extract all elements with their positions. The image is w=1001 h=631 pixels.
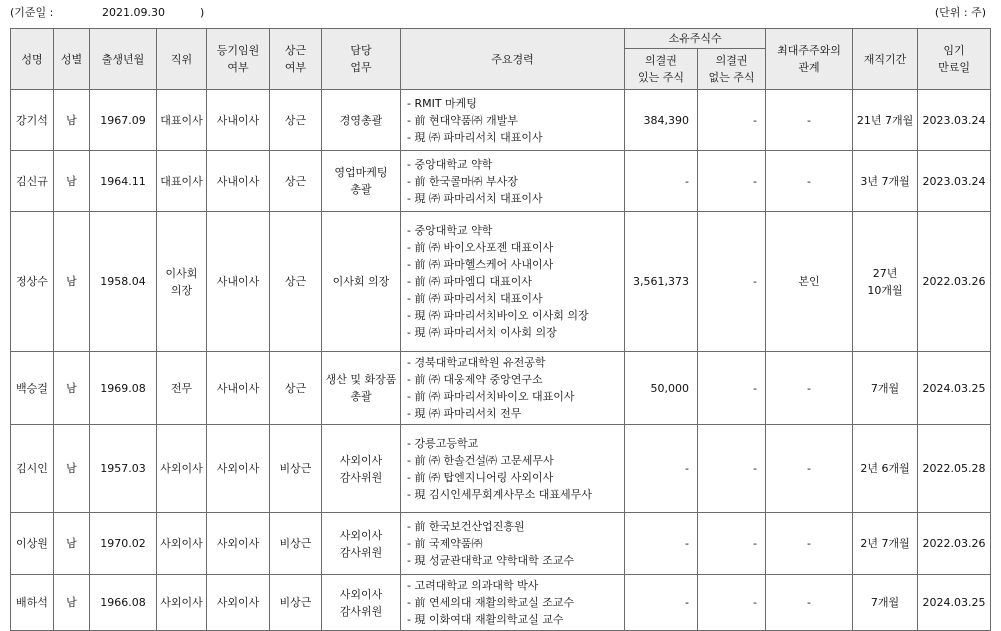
base-date-label: (기준일 : (10, 6, 54, 19)
cell-relation: - (766, 90, 853, 151)
cell-gender: 남 (54, 352, 90, 425)
cell-term: 2023.03.24 (918, 151, 991, 212)
cell-position-line: 사외이사 (160, 462, 203, 475)
cell-tenure: 2년 6개월 (853, 425, 918, 513)
cell-registered: 사외이사 (207, 575, 270, 631)
cell-career-line: - 고려대학교 의과대학 박사 (407, 579, 539, 592)
cell-birth: 1969.08 (90, 352, 157, 425)
cell-career (401, 352, 625, 425)
table-row (11, 212, 991, 352)
cell-duty-line: 사외이사 (339, 453, 383, 467)
cell-name: 백승걸 (11, 352, 54, 425)
cell-career-line: - 前 ㈜ 파마리서치 대표이사 (407, 292, 543, 305)
cell-name: 정상수 (11, 212, 54, 352)
cell-fulltime: 비상근 (270, 425, 322, 513)
cell-voting-shares: 384,390 (625, 90, 698, 151)
col-tenure: 재직기간 (853, 29, 918, 90)
cell-career-line: - 現 ㈜ 파마리서치 전무 (407, 407, 522, 420)
cell-career-line: - 중앙대학교 약학 (407, 224, 493, 237)
cell-career (401, 513, 625, 575)
cell-tenure: 3년 7개월 (853, 151, 918, 212)
cell-position (157, 90, 207, 151)
executive-table (10, 28, 991, 631)
cell-duty (322, 151, 401, 212)
cell-gender: 남 (54, 212, 90, 352)
cell-term: 2023.03.24 (918, 90, 991, 151)
cell-duty-line: 감사위원 (339, 604, 383, 618)
cell-nonvoting-shares: - (698, 425, 766, 513)
cell-term: 2022.03.26 (918, 513, 991, 575)
cell-name: 김시인 (11, 425, 54, 513)
cell-fulltime: 상근 (270, 90, 322, 151)
cell-relation: - (766, 575, 853, 631)
cell-career-line: - 前 한국보건산업진흥원 (407, 520, 525, 533)
col-position: 직위 (157, 29, 207, 90)
cell-position-line: 이사회 (165, 266, 198, 280)
cell-birth: 1967.09 (90, 90, 157, 151)
cell-career-line: - 前 ㈜ 탑엔지니어링 사외이사 (407, 470, 554, 484)
col-term: 임기 만료일 (918, 29, 991, 90)
col-nonvoting-shares: 의결권 없는 주식 (698, 49, 766, 90)
report-header (10, 2, 986, 24)
col-career: 주요경력 (401, 29, 625, 90)
cell-position-line: 사외이사 (160, 537, 203, 550)
cell-fulltime: 상근 (270, 212, 322, 352)
cell-duty-line: 영업마케팅 (334, 166, 388, 179)
cell-voting-shares: 3,561,373 (625, 212, 698, 352)
cell-gender: 남 (54, 575, 90, 631)
cell-career-line: - 現 성균관대학교 약학대학 조교수 (407, 554, 575, 567)
table-body (11, 90, 991, 631)
cell-relation: - (766, 352, 853, 425)
cell-career-line: - 前 한국콜마㈜ 부사장 (407, 174, 518, 188)
cell-career-line: - 現 ㈜ 파마리서치 대표이사 (407, 130, 543, 144)
table-row (11, 352, 991, 425)
cell-gender: 남 (54, 90, 90, 151)
cell-career-line: - 前 연세의대 재활의학교실 조교수 (407, 596, 575, 609)
cell-nonvoting-shares: - (698, 575, 766, 631)
cell-career-line: - 前 ㈜ 대웅제약 중앙연구소 (407, 373, 543, 386)
cell-name: 강기석 (11, 90, 54, 151)
cell-career-line: - 前 ㈜ 파마헬스케어 사내이사 (407, 258, 554, 271)
table-row (11, 575, 991, 631)
cell-nonvoting-shares: - (698, 513, 766, 575)
cell-career-line: - 現 김시인세무회계사무소 대표세무사 (407, 487, 592, 501)
cell-registered: 사외이사 (207, 513, 270, 575)
cell-name: 배하석 (11, 575, 54, 631)
cell-career-line: - 前 국제약품㈜ (407, 537, 483, 550)
cell-duty-line: 감사위원 (339, 470, 383, 484)
cell-gender: 남 (54, 513, 90, 575)
cell-registered: 사내이사 (207, 212, 270, 352)
cell-career-line: - 前 현대약품㈜ 개발부 (407, 113, 518, 127)
cell-duty-line: 사외이사 (339, 528, 383, 542)
cell-relation: - (766, 151, 853, 212)
cell-position (157, 212, 207, 352)
cell-name: 김신규 (11, 151, 54, 212)
cell-position (157, 425, 207, 513)
cell-tenure: 2년 7개월 (853, 513, 918, 575)
cell-position (157, 575, 207, 631)
cell-duty (322, 425, 401, 513)
cell-career-line: - 現 이화여대 재활의학교실 교수 (407, 613, 564, 626)
table-row (11, 513, 991, 575)
cell-relation: - (766, 425, 853, 513)
cell-duty-line: 총괄 (350, 390, 372, 403)
cell-duty (322, 513, 401, 575)
cell-relation: 본인 (766, 212, 853, 352)
cell-duty (322, 212, 401, 352)
base-date-value: 2021.09.30 (102, 6, 165, 19)
cell-term: 2022.03.26 (918, 212, 991, 352)
cell-name: 이상원 (11, 513, 54, 575)
cell-nonvoting-shares: - (698, 212, 766, 352)
cell-term: 2022.05.28 (918, 425, 991, 513)
cell-position-line: 사외이사 (160, 596, 203, 609)
cell-registered: 사내이사 (207, 90, 270, 151)
unit-label: (단위 : 주) (934, 6, 986, 19)
cell-position-line: 대표이사 (160, 113, 203, 127)
cell-duty-line: 경영총괄 (339, 113, 383, 127)
cell-gender: 남 (54, 151, 90, 212)
cell-birth: 1964.11 (90, 151, 157, 212)
cell-birth: 1970.02 (90, 513, 157, 575)
cell-birth: 1957.03 (90, 425, 157, 513)
cell-fulltime: 비상근 (270, 575, 322, 631)
cell-career-line: - 중앙대학교 약학 (407, 157, 493, 171)
cell-birth: 1958.04 (90, 212, 157, 352)
cell-duty (322, 90, 401, 151)
table-row (11, 90, 991, 151)
cell-nonvoting-shares: - (698, 151, 766, 212)
cell-voting-shares: - (625, 575, 698, 631)
cell-position-line: 전무 (170, 381, 193, 395)
cell-registered: 사내이사 (207, 151, 270, 212)
cell-fulltime: 상근 (270, 151, 322, 212)
cell-career-line: - RMIT 마케팅 (407, 96, 477, 110)
cell-term: 2024.03.25 (918, 575, 991, 631)
cell-position-line: 대표이사 (160, 174, 203, 188)
cell-career-line: - 前 ㈜ 바이오사포젠 대표이사 (407, 241, 554, 254)
cell-position (157, 352, 207, 425)
cell-career-line: - 경북대학교대학원 유전공학 (407, 356, 546, 369)
cell-duty-line: 사외이사 (339, 587, 383, 601)
cell-career (401, 212, 625, 352)
cell-nonvoting-shares: - (698, 90, 766, 151)
col-relation: 최대주주와의 관계 (766, 29, 853, 90)
cell-duty-line: 생산 및 화장품 (325, 373, 397, 386)
cell-duty (322, 352, 401, 425)
cell-duty-line: 감사위원 (339, 545, 383, 559)
cell-voting-shares: - (625, 513, 698, 575)
cell-voting-shares: - (625, 151, 698, 212)
col-registered: 등기임원 여부 (207, 29, 270, 90)
cell-career-line: - 現 ㈜ 파마리서치 대표이사 (407, 191, 543, 205)
cell-career (401, 575, 625, 631)
base-date-close: ) (200, 6, 205, 19)
cell-fulltime: 비상근 (270, 513, 322, 575)
col-name: 성명 (11, 29, 54, 90)
cell-career (401, 151, 625, 212)
cell-birth: 1966.08 (90, 575, 157, 631)
col-birth: 출생년월 (90, 29, 157, 90)
cell-registered: 사외이사 (207, 425, 270, 513)
col-voting-shares: 의결권 있는 주식 (625, 49, 698, 90)
cell-voting-shares: - (625, 425, 698, 513)
cell-career (401, 425, 625, 513)
cell-tenure: 7개월 (853, 575, 918, 631)
cell-nonvoting-shares: - (698, 352, 766, 425)
col-shares: 소유주식수 (625, 29, 766, 49)
cell-position (157, 513, 207, 575)
cell-career-line: - 現 ㈜ 파마리서치 이사회 의장 (407, 326, 557, 339)
cell-duty-line: 이사회 의장 (332, 275, 390, 288)
table-row (11, 151, 991, 212)
cell-tenure: 27년 10개월 (853, 212, 918, 352)
cell-duty (322, 575, 401, 631)
cell-position (157, 151, 207, 212)
cell-career-line: - 前 ㈜ 파마엠디 대표이사 (407, 275, 532, 288)
cell-career-line: - 現 ㈜ 파마리서치바이오 이사회 의장 (407, 309, 589, 322)
cell-career-line: - 前 ㈜ 파마리서치바이오 대표이사 (407, 390, 575, 403)
cell-duty-line: 총괄 (350, 183, 372, 196)
cell-career-line: - 강릉고등학교 (407, 436, 479, 450)
cell-position-line: 의장 (170, 283, 193, 297)
cell-gender: 남 (54, 425, 90, 513)
cell-tenure: 7개월 (853, 352, 918, 425)
base-date (10, 2, 204, 24)
cell-career (401, 90, 625, 151)
cell-fulltime: 상근 (270, 352, 322, 425)
table-header (11, 29, 991, 90)
table-row (11, 425, 991, 513)
cell-relation: - (766, 513, 853, 575)
cell-career-line: - 前 ㈜ 한솔건설㈜ 고문세무사 (407, 453, 554, 467)
cell-registered: 사내이사 (207, 352, 270, 425)
col-fulltime: 상근 여부 (270, 29, 322, 90)
cell-tenure: 21년 7개월 (853, 90, 918, 151)
cell-term: 2024.03.25 (918, 352, 991, 425)
col-gender: 성별 (54, 29, 90, 90)
cell-voting-shares: 50,000 (625, 352, 698, 425)
col-duty: 담당 업무 (322, 29, 401, 90)
